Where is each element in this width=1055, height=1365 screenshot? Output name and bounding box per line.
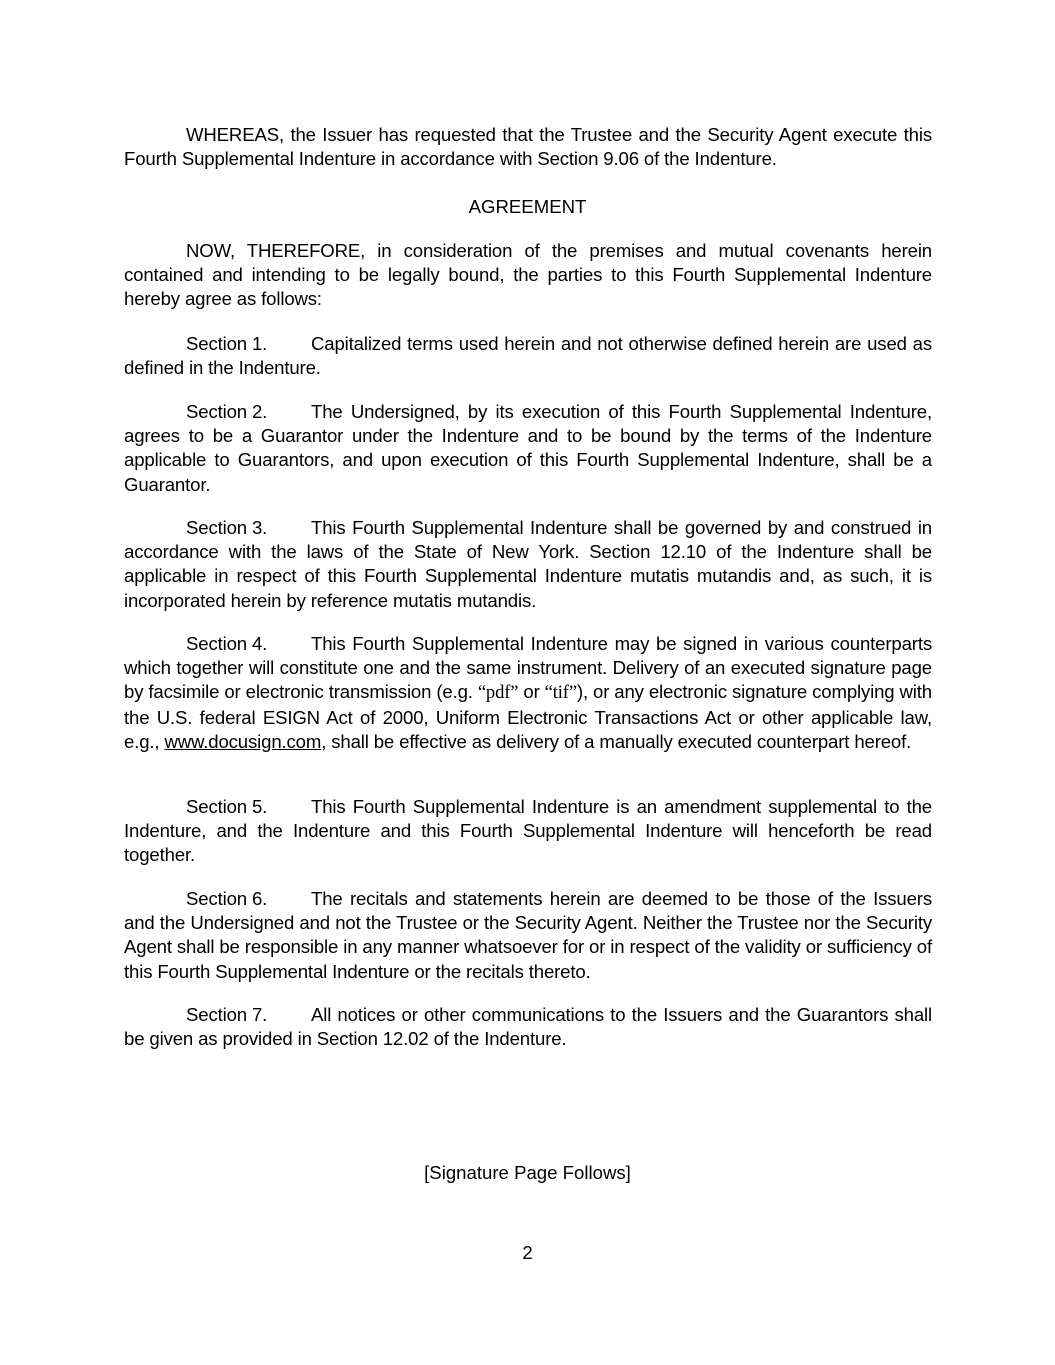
page-number: 2 [522,1242,533,1263]
section-2-text: The Undersigned, by its execution of this Fourth Supplemental Indenture, agrees to be a Guarantor under the Indenture and to be bound by the terms of the Indenture applicable to Guarantors, and upon execution of this Fourth Supplemental Indenture, shall be a Guarantor. [124,401,932,495]
tif-quote: “tif” [544,682,577,704]
section-3-text: This Fourth Supplemental Indenture shall be governed by and construed in accordance with the laws of the State of New York. Section 12.10 of the Indenture shall be applicable in respect of this Fourth Supplemental Indenture mutatis mutandis and, as such, it is incorporated herein by reference mutatis mutandis. [124,517,932,611]
section-3-paragraph [124,516,932,613]
whereas-paragraph: WHEREAS, the Issuer has requested that the Trustee and the Security Agent execute this Fourth Supplemental Indenture in accordance with Section 9.06 of the Indenture. [124,124,932,170]
now-therefore-paragraph: NOW, THEREFORE, in consideration of the premises and mutual covenants herein contained and intending to be legally bound, the parties to this Fourth Supplemental Indenture hereby agree as follows: [124,240,932,310]
section-5-paragraph [124,795,932,868]
section-4-text-part-1: This Fourth Supplemental Indenture may be signed in various counterparts which together will constitute one and the same instrument. Delivery of an executed signature page by facsimile or electronic transmission (e.g. [124,633,932,703]
pdf-quote: “pdf” [477,682,519,704]
section-4-label: Section 4. [186,633,268,654]
section-4-or: or [518,681,545,703]
agreement-heading: AGREEMENT [468,196,587,217]
section-6-paragraph [124,887,932,984]
section-4-text-part-3: , shall be effective as delivery of a manually executed counterpart hereof. [321,730,912,752]
section-4-text-part-2: ), or any electronic signature complying with the U.S. federal ESIGN Act of 2000, Uniform Electronic Transactions Act or other applicable law, e.g., [124,681,932,752]
section-6-text: The recitals and statements herein are deemed to be those of the Issuers and the Undersigned and not the Trustee or the Security Agent. Neither the Trustee nor the Security Agent shall be responsible in any manner whatsoever for or in respect of the validity or sufficiency of this Fourth Supplemental Indenture or the recitals thereto. [124,888,932,982]
section-2-paragraph [124,400,932,497]
section-5-text: This Fourth Supplemental Indenture is an amendment supplemental to the Indenture, and the Indenture and this Fourth Supplemental Indenture will henceforth be read together. [124,796,932,866]
section-7-paragraph [124,1003,932,1051]
section-5-label: Section 5. [186,796,268,817]
section-6-label: Section 6. [186,888,268,909]
section-1-label: Section 1. [186,333,268,354]
signature-page-note: [Signature Page Follows] [424,1162,631,1183]
section-7-label: Section 7. [186,1004,268,1025]
section-4-paragraph [124,632,932,754]
section-1-paragraph [124,332,932,380]
section-3-label: Section 3. [186,517,268,538]
section-2-label: Section 2. [186,401,268,422]
docusign-link[interactable]: www.docusign.com [164,730,322,752]
section-7-text: All notices or other communications to the Issuers and the Guarantors shall be given as provided in Section 12.02 of the Indenture. [124,1004,932,1050]
section-1-text: Capitalized terms used herein and not otherwise defined herein are used as defined in the Indenture. [124,333,932,379]
